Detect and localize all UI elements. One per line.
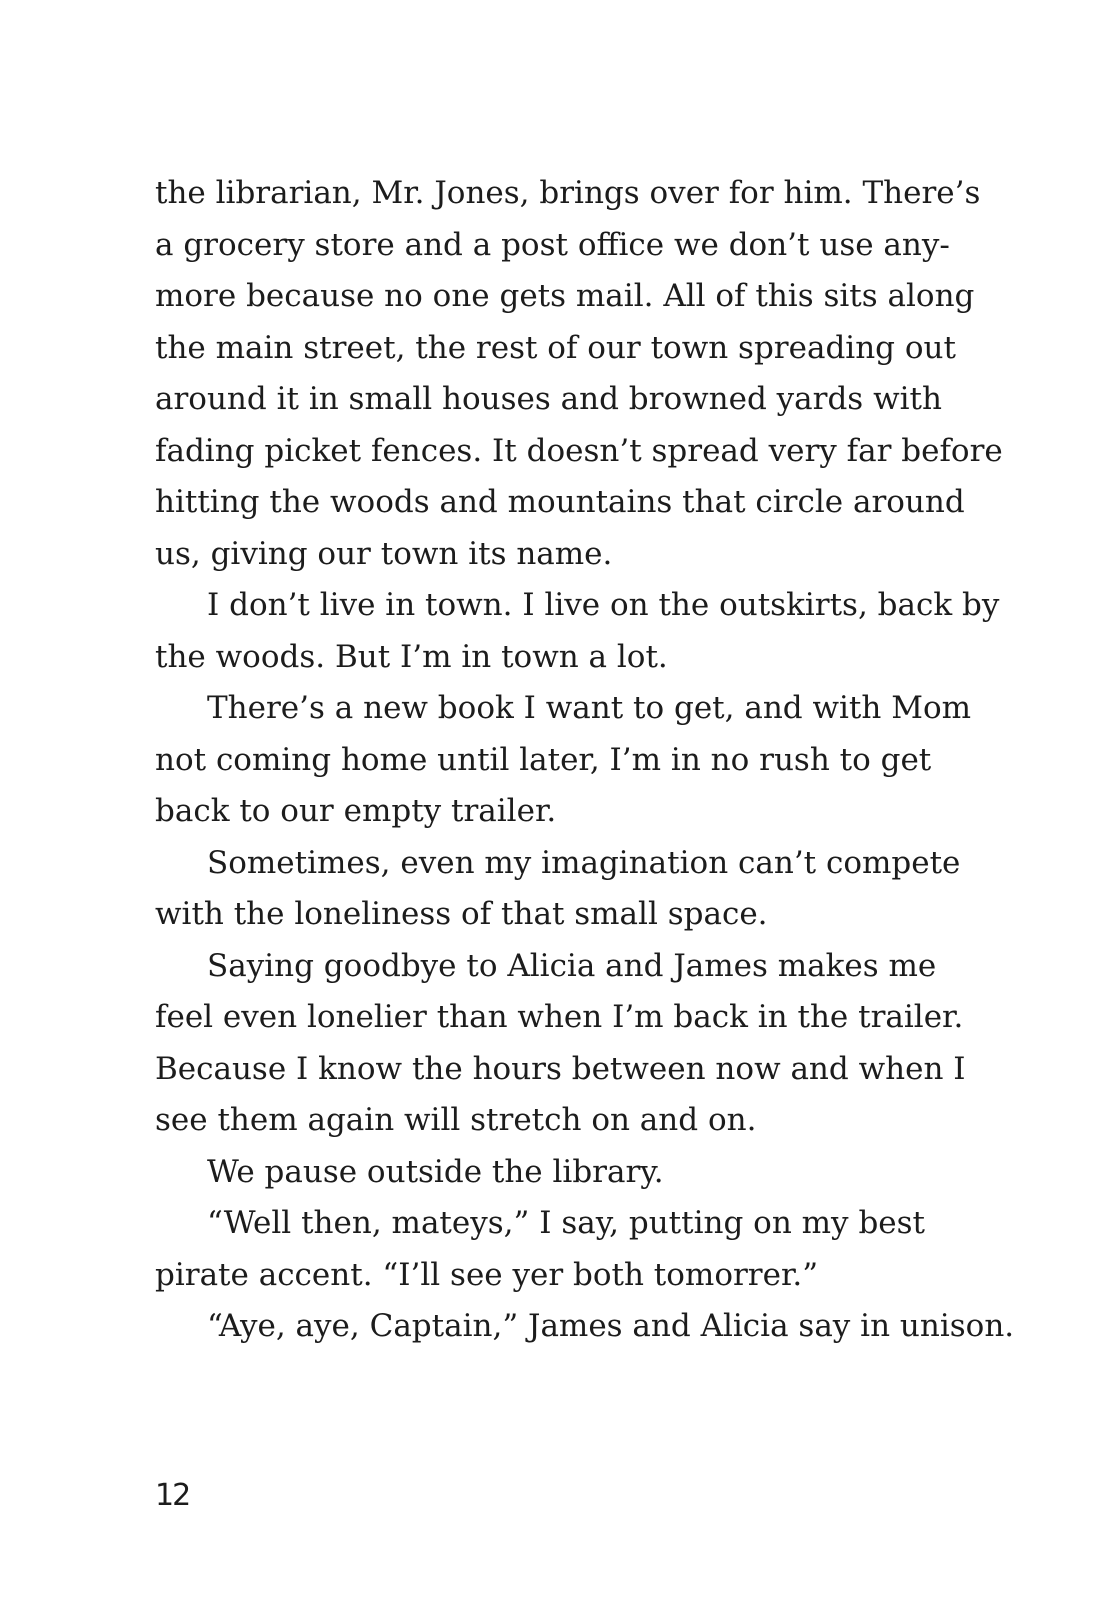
text-line: a grocery store and a post office we don’t use any- xyxy=(155,226,950,263)
paragraph xyxy=(155,1301,1015,1353)
page-number: 12 xyxy=(155,1478,190,1513)
paragraph xyxy=(155,683,972,838)
text-line: Because I know the hours between now and when I xyxy=(155,1050,966,1087)
text-line: Saying goodbye to Alicia and James makes me xyxy=(207,947,937,984)
text-line: Sometimes, even my imagination can’t compete xyxy=(207,844,961,881)
text-line: the main street, the rest of our town spreading out xyxy=(155,329,956,366)
text-line: “Well then, mateys,” I say, putting on my best xyxy=(207,1205,925,1241)
text-line: with the loneliness of that small space. xyxy=(155,896,768,932)
body-text xyxy=(155,168,1015,1353)
text-line: back to our empty trailer. xyxy=(155,793,557,829)
text-line: around it in small houses and browned yards with xyxy=(155,381,942,417)
paragraph xyxy=(155,580,1000,683)
text-line: see them again will stretch on and on. xyxy=(155,1102,757,1138)
paragraph xyxy=(155,941,966,1147)
text-line: us, giving our town its name. xyxy=(155,535,613,572)
text-line: the woods. But I’m in town a lot. xyxy=(155,638,668,675)
text-line: the librarian, Mr. Jones, brings over for him. There’s xyxy=(155,175,981,211)
text-line: pirate accent. “I’ll see yer both tomorrer.” xyxy=(155,1256,819,1293)
paragraph xyxy=(155,838,961,941)
text-line: feel even lonelier than when I’m back in the trailer. xyxy=(155,999,964,1035)
text-line: I don’t live in town. I live on the outskirts, back by xyxy=(207,587,1000,623)
text-line: not coming home until later, I’m in no rush to get xyxy=(155,741,932,778)
text-line: hitting the woods and mountains that circle around xyxy=(155,484,965,520)
paragraph xyxy=(155,168,1003,580)
text-line: “Aye, aye, Captain,” James and Alicia say in unison. xyxy=(207,1308,1015,1344)
text-line: fading picket fences. It doesn’t spread very far before xyxy=(155,432,1003,469)
paragraph xyxy=(155,1198,925,1301)
text-line: There’s a new book I want to get, and with Mom xyxy=(207,690,972,726)
text-line: We pause outside the library. xyxy=(207,1153,664,1190)
text-line: more because no one gets mail. All of this sits along xyxy=(155,278,975,314)
paragraph xyxy=(155,1147,925,1199)
